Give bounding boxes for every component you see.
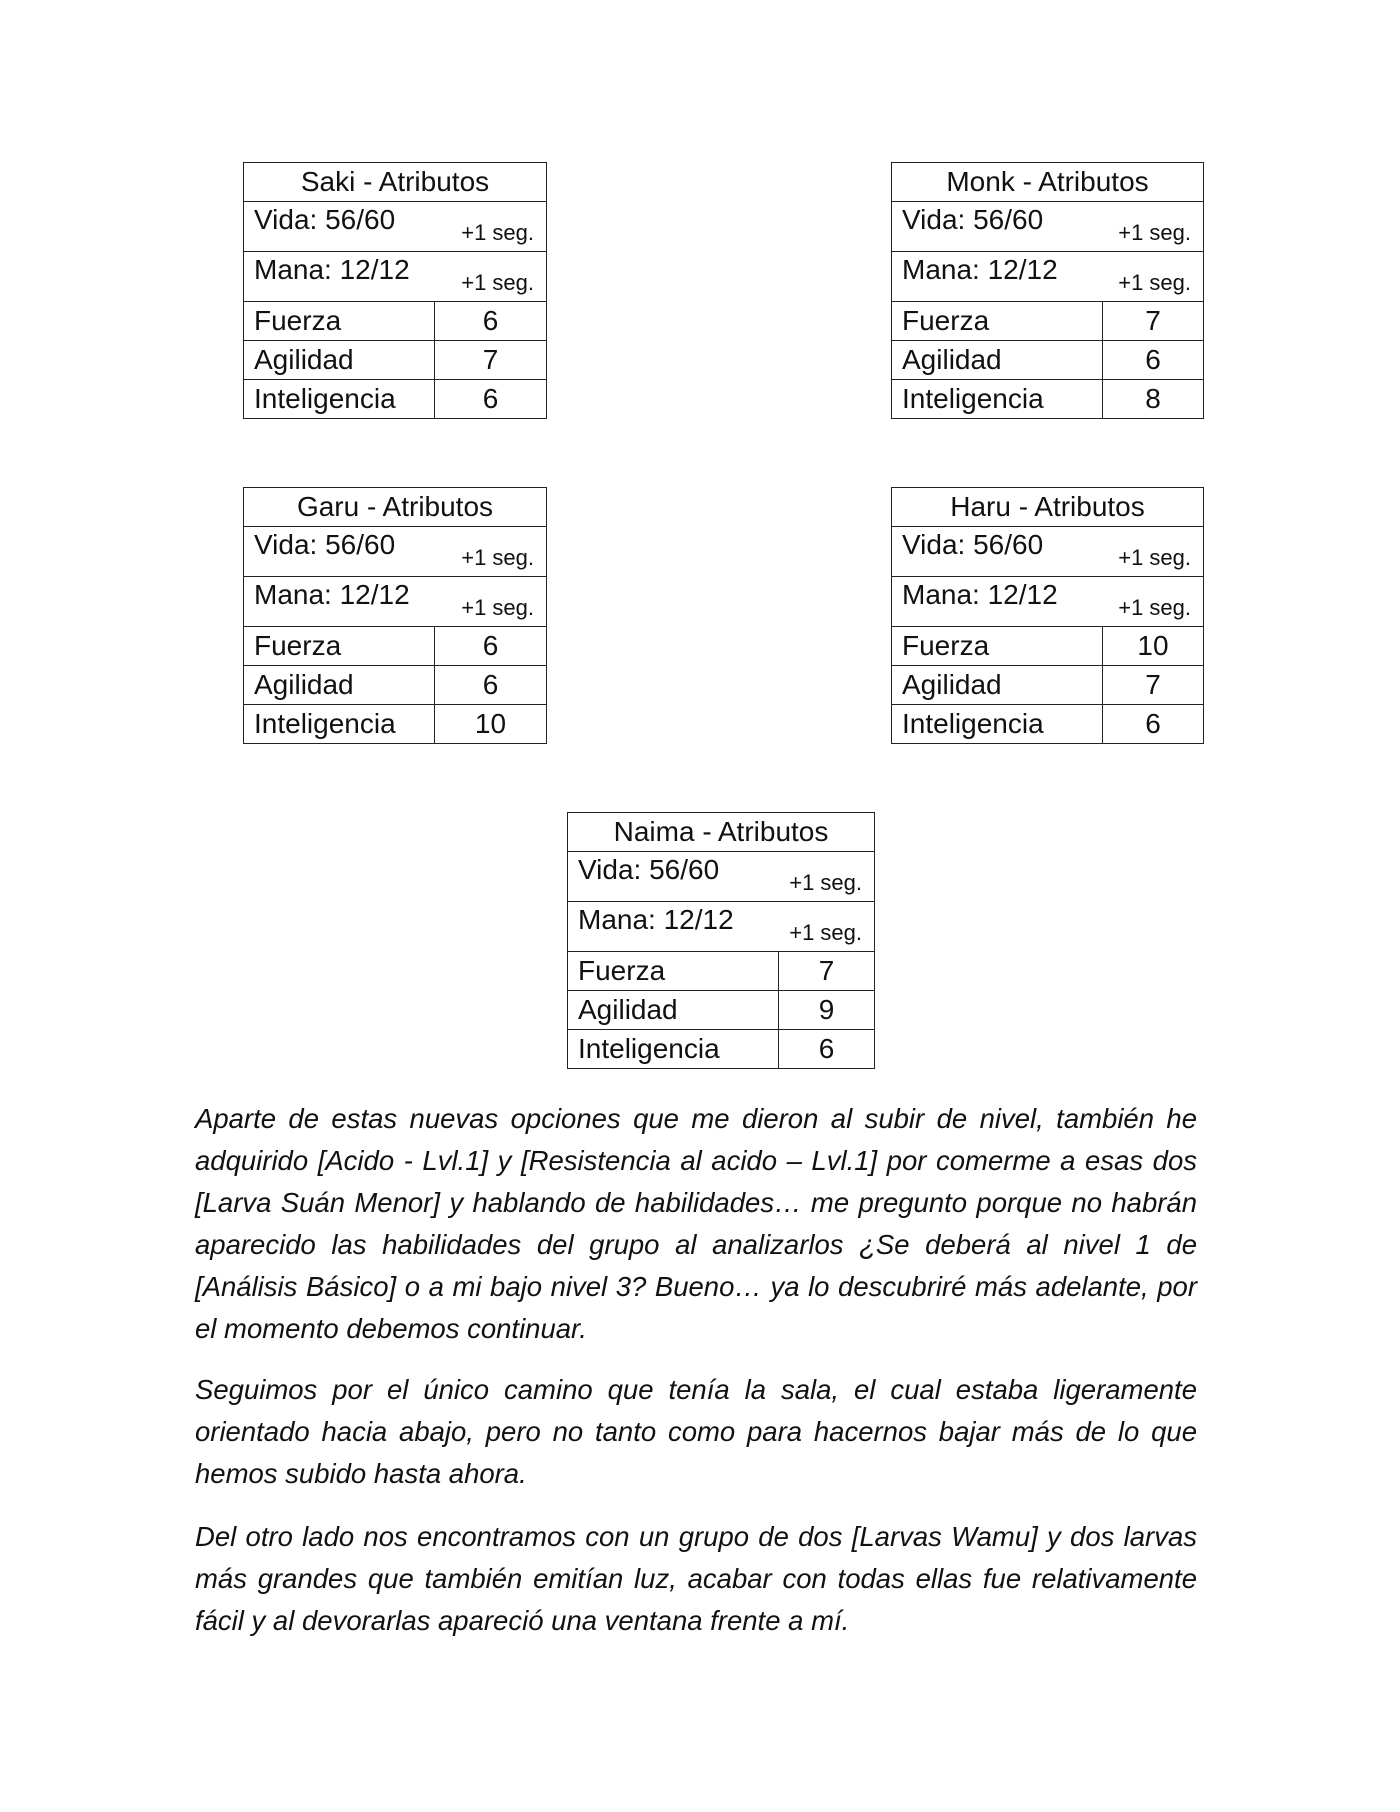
vida-row xyxy=(892,527,1204,577)
attr-value: 6 xyxy=(435,627,547,666)
table-title: Saki - Atributos xyxy=(244,163,547,202)
attr-value: 10 xyxy=(435,705,547,744)
mana-value: Mana: 12/12 xyxy=(254,578,410,610)
attr-name: Inteligencia xyxy=(892,705,1103,744)
mana-row xyxy=(244,252,547,302)
attr-name: Fuerza xyxy=(244,302,435,341)
mana-value: Mana: 12/12 xyxy=(254,253,410,285)
attr-value: 6 xyxy=(435,666,547,705)
mana-row xyxy=(244,577,547,627)
mana-value: Mana: 12/12 xyxy=(578,903,734,935)
stats-table-monk xyxy=(891,162,1204,419)
attr-name: Fuerza xyxy=(892,627,1103,666)
mana-value: Mana: 12/12 xyxy=(902,253,1058,285)
narrative-paragraph: Del otro lado nos encontramos con un grupo de dos [Larvas Wamu] y dos larvas más grandes que también emitían luz, acabar con todas ellas fue relativamente fácil y al devorarlas apareció una ventana frente a mí. xyxy=(195,1521,1197,1636)
attr-value: 6 xyxy=(1103,341,1204,380)
attr-name: Fuerza xyxy=(892,302,1103,341)
vida-row xyxy=(568,852,875,902)
table-row xyxy=(892,666,1204,705)
vida-regen: +1 seg. xyxy=(1118,219,1191,245)
mana-regen: +1 seg. xyxy=(1118,269,1191,295)
table-row xyxy=(892,380,1204,419)
vida-regen: +1 seg. xyxy=(461,219,534,245)
attr-name: Agilidad xyxy=(892,666,1103,705)
vida-value: Vida: 56/60 xyxy=(254,203,396,235)
attr-value: 10 xyxy=(1103,627,1204,666)
table-row xyxy=(568,952,875,991)
attr-name: Inteligencia xyxy=(892,380,1103,419)
mana-regen: +1 seg. xyxy=(1118,594,1191,620)
mana-regen: +1 seg. xyxy=(461,269,534,295)
attr-value: 6 xyxy=(435,302,547,341)
stats-table-naima xyxy=(567,812,875,1069)
vida-row xyxy=(244,527,547,577)
mana-regen: +1 seg. xyxy=(461,594,534,620)
vida-value: Vida: 56/60 xyxy=(902,203,1044,235)
attr-value: 7 xyxy=(1103,666,1204,705)
mana-value: Mana: 12/12 xyxy=(902,578,1058,610)
vida-value: Vida: 56/60 xyxy=(254,528,396,560)
table-row xyxy=(244,380,547,419)
table-row xyxy=(892,302,1204,341)
attr-name: Agilidad xyxy=(244,341,435,380)
attr-value: 6 xyxy=(1103,705,1204,744)
table-row xyxy=(892,627,1204,666)
table-row xyxy=(568,991,875,1030)
attr-value: 7 xyxy=(779,952,875,991)
table-row xyxy=(568,1030,875,1069)
table-row xyxy=(244,302,547,341)
table-row xyxy=(892,341,1204,380)
table-row xyxy=(892,705,1204,744)
table-row xyxy=(244,666,547,705)
mana-regen: +1 seg. xyxy=(789,919,862,945)
table-row xyxy=(244,627,547,666)
stats-table-garu xyxy=(243,487,547,744)
vida-row xyxy=(244,202,547,252)
attr-name: Inteligencia xyxy=(568,1030,779,1069)
narrative-paragraph: Seguimos por el único camino que tenía la sala, el cual estaba ligeramente orientado hacia abajo, pero no tanto como para hacernos bajar más de lo que hemos subido hasta ahora. xyxy=(195,1374,1197,1489)
table-row xyxy=(244,341,547,380)
table-title: Monk - Atributos xyxy=(892,163,1204,202)
attr-name: Inteligencia xyxy=(244,705,435,744)
attr-name: Fuerza xyxy=(568,952,779,991)
stats-table-saki xyxy=(243,162,547,419)
attr-value: 9 xyxy=(779,991,875,1030)
vida-value: Vida: 56/60 xyxy=(902,528,1044,560)
vida-value: Vida: 56/60 xyxy=(578,853,720,885)
vida-regen: +1 seg. xyxy=(789,869,862,895)
table-title: Garu - Atributos xyxy=(244,488,547,527)
narrative-paragraph: Aparte de estas nuevas opciones que me dieron al subir de nivel, también he adquirido [Acido - Lvl.1] y [Resistencia al acido – Lvl.1] por comerme a esas dos [Larva Suán Menor] y hablando de habilidades… me pregunto porque no habrán aparecido las habilidades del grupo al analizarlos ¿Se deberá al nivel 1 de [Análisis Básico] o a mi bajo nivel 3? Bueno… ya lo descubriré más adelante, por el momento debemos continuar. xyxy=(195,1103,1197,1344)
mana-row xyxy=(568,902,875,952)
attr-name: Fuerza xyxy=(244,627,435,666)
attr-value: 6 xyxy=(435,380,547,419)
attr-name: Agilidad xyxy=(892,341,1103,380)
table-title: Haru - Atributos xyxy=(892,488,1204,527)
attr-name: Agilidad xyxy=(568,991,779,1030)
attr-value: 7 xyxy=(1103,302,1204,341)
table-row xyxy=(244,705,547,744)
attr-value: 8 xyxy=(1103,380,1204,419)
table-title: Naima - Atributos xyxy=(568,813,875,852)
vida-regen: +1 seg. xyxy=(1118,544,1191,570)
attr-name: Agilidad xyxy=(244,666,435,705)
mana-row xyxy=(892,252,1204,302)
stats-table-haru xyxy=(891,487,1204,744)
vida-row xyxy=(892,202,1204,252)
attr-value: 7 xyxy=(435,341,547,380)
attr-value: 6 xyxy=(779,1030,875,1069)
attr-name: Inteligencia xyxy=(244,380,435,419)
mana-row xyxy=(892,577,1204,627)
vida-regen: +1 seg. xyxy=(461,544,534,570)
